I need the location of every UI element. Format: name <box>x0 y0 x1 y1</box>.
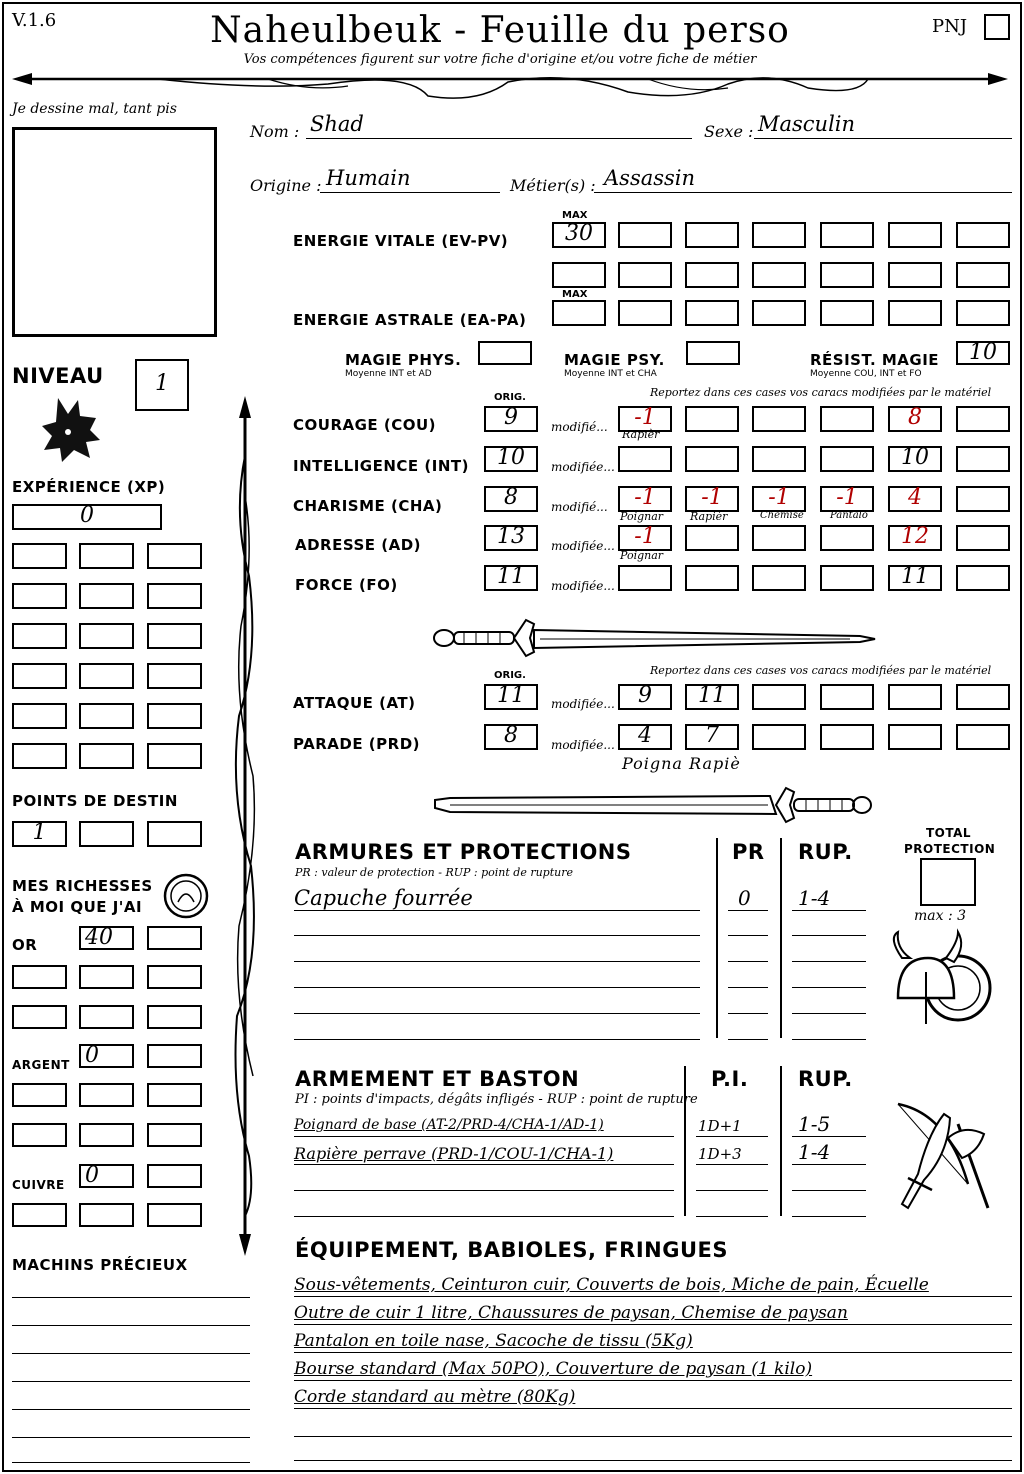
armor-pr-line[interactable] <box>728 911 768 936</box>
weapons-title: ARMEMENT ET BASTON <box>295 1067 580 1091</box>
xp-box[interactable] <box>12 743 67 769</box>
stat-label: INTELLIGENCE (INT) <box>293 457 469 475</box>
equipment-item: Corde standard au mètre (80Kg) <box>294 1387 576 1407</box>
combat-label: PARADE (PRD) <box>293 735 421 753</box>
origine-label: Origine : <box>250 176 322 195</box>
combat-mod-box[interactable] <box>888 684 942 710</box>
combat-mod-label: modifiée... <box>551 697 615 711</box>
armor-pr-line[interactable] <box>728 963 768 988</box>
equipment-line[interactable] <box>294 1302 1012 1325</box>
stat-mod-box[interactable] <box>888 446 942 472</box>
xp-box[interactable] <box>79 703 134 729</box>
stat-mod-box[interactable] <box>888 486 942 512</box>
weapons-col-divider <box>684 1066 686 1216</box>
combat-mod-box[interactable] <box>685 724 739 750</box>
richesses-label-2: À MOI QUE J'AI <box>12 898 143 916</box>
stat-mod-box[interactable] <box>820 406 874 432</box>
xp-value: 0 <box>80 503 94 528</box>
armor-pr: 0 <box>738 886 751 910</box>
argent-box[interactable] <box>147 1123 202 1147</box>
stat-mod-box[interactable] <box>685 406 739 432</box>
ev-box[interactable] <box>618 262 672 288</box>
weapon-pi: 1D+3 <box>698 1145 742 1163</box>
machins-line[interactable] <box>12 1364 250 1382</box>
equipment-line[interactable] <box>294 1386 1012 1409</box>
combat-mod-box[interactable] <box>820 684 874 710</box>
combat-mod-box[interactable] <box>820 724 874 750</box>
weapons-pi-label: P.I. <box>711 1067 749 1091</box>
resist-magie-note: Moyenne COU, INT et FO <box>810 369 922 379</box>
stat-mod-box[interactable] <box>752 406 806 432</box>
armor-name: Capuche fourrée <box>294 886 473 910</box>
stat-mod-box[interactable] <box>752 446 806 472</box>
weapon-rup-line[interactable] <box>792 1114 866 1137</box>
stat-mod-note: Rapièr <box>690 510 728 523</box>
destin-box[interactable] <box>79 821 134 847</box>
max-protection-note: max : 3 <box>914 908 967 924</box>
version-label: V.1.6 <box>12 10 57 31</box>
combat-mod-box[interactable] <box>752 724 806 750</box>
pnj-checkbox[interactable] <box>984 14 1010 40</box>
xp-label: EXPÉRIENCE (XP) <box>12 478 166 496</box>
stat-label: ADRESSE (AD) <box>295 536 422 554</box>
ev-box[interactable] <box>956 222 1010 248</box>
weapon-rup-line[interactable] <box>792 1142 866 1165</box>
sword-illustration <box>430 610 880 660</box>
argent-value: 0 <box>85 1043 99 1068</box>
weapon-pi: 1D+1 <box>698 1117 742 1135</box>
stat-mod-note: Chemise <box>760 510 804 521</box>
cuivre-box[interactable] <box>12 1203 67 1227</box>
or-box[interactable] <box>147 926 202 950</box>
stat-mod-box[interactable] <box>956 525 1010 551</box>
magie-phys-label: MAGIE PHYS. <box>345 351 462 369</box>
xp-box[interactable] <box>12 583 67 609</box>
combat-orig-value: 11 <box>497 683 525 708</box>
magie-phys-box[interactable] <box>478 341 532 365</box>
weapon-name: Rapière perrave (PRD-1/COU-1/CHA-1) <box>294 1144 614 1163</box>
stat-mod-label: modifiée... <box>551 460 615 474</box>
equipment-line[interactable] <box>294 1442 1012 1461</box>
combat-mod-box[interactable] <box>618 684 672 710</box>
argent-box[interactable] <box>12 1083 67 1107</box>
stat-label: FORCE (FO) <box>295 576 398 594</box>
machins-line[interactable] <box>12 1420 250 1438</box>
or-box[interactable] <box>12 1005 67 1029</box>
stat-label: CHARISME (CHA) <box>293 497 443 515</box>
stat-mod-box[interactable] <box>752 565 806 591</box>
armor-rup-label: RUP. <box>798 840 853 864</box>
destin-box[interactable] <box>147 821 202 847</box>
weapons-icon <box>888 1094 1006 1218</box>
ev-box[interactable] <box>685 262 739 288</box>
metier-value: Assassin <box>604 166 696 190</box>
stat-mod-box[interactable] <box>956 446 1010 472</box>
ev-box[interactable] <box>618 222 672 248</box>
stat-mod-box[interactable] <box>820 486 874 512</box>
caracs-note: Reportez dans ces cases vos caracs modifiées par le matériel <box>650 664 992 677</box>
xp-box[interactable] <box>79 663 134 689</box>
total-protection-label-2: PROTECTION <box>904 842 996 856</box>
xp-box[interactable] <box>12 663 67 689</box>
sword-illustration <box>430 780 880 830</box>
portrait-box[interactable] <box>12 127 217 337</box>
stat-mod-note: Poignar <box>620 549 664 562</box>
combat-mod-box[interactable] <box>752 684 806 710</box>
argent-box[interactable] <box>147 1044 202 1068</box>
equipment-item: Bourse standard (Max 50PO), Couverture de paysan (1 kilo) <box>294 1359 813 1379</box>
armor-rup-line[interactable] <box>792 937 866 962</box>
portrait-caption: Je dessine mal, tant pis <box>12 101 177 117</box>
ea-max-box[interactable] <box>552 300 606 326</box>
stat-mod-value: 11 <box>901 564 929 589</box>
xp-box[interactable] <box>147 743 202 769</box>
stat-mod-value: 4 <box>908 485 922 510</box>
argent-box[interactable] <box>79 1123 134 1147</box>
argent-box[interactable] <box>12 1123 67 1147</box>
stat-mod-box[interactable] <box>618 446 672 472</box>
xp-box[interactable] <box>12 504 162 530</box>
stat-orig-box[interactable] <box>484 525 538 551</box>
combat-mod-box[interactable] <box>888 724 942 750</box>
xp-box[interactable] <box>12 623 67 649</box>
armor-rup-line[interactable] <box>792 963 866 988</box>
armor-pr-line[interactable] <box>728 989 768 1014</box>
stat-mod-note: Pantalo <box>830 510 868 521</box>
weapon-pi-line[interactable] <box>696 1114 768 1137</box>
stat-mod-label: modifiée... <box>551 539 615 553</box>
orig-label: ORIG. <box>494 670 526 681</box>
machins-line[interactable] <box>12 1336 250 1354</box>
cuivre-label: CUIVRE <box>12 1178 65 1192</box>
stat-mod-box[interactable] <box>888 525 942 551</box>
stat-mod-box[interactable] <box>618 486 672 512</box>
stat-mod-value: -1 <box>634 524 656 549</box>
stat-orig-value: 11 <box>497 564 525 589</box>
ev-box[interactable] <box>820 262 874 288</box>
combat-mod-value: 9 <box>638 683 652 708</box>
ea-box[interactable] <box>685 300 739 326</box>
xp-box[interactable] <box>147 583 202 609</box>
ev-box[interactable] <box>752 222 806 248</box>
ea-box[interactable] <box>956 300 1010 326</box>
coin-icon <box>162 872 210 920</box>
stat-mod-box[interactable] <box>956 486 1010 512</box>
ea-max-label: MAX <box>562 289 588 300</box>
weapon-name-line[interactable] <box>294 1114 674 1137</box>
ea-box[interactable] <box>752 300 806 326</box>
stat-mod-note: Rapièr <box>622 428 660 441</box>
stat-orig-box[interactable] <box>484 486 538 512</box>
ea-box[interactable] <box>888 300 942 326</box>
armor-title: ARMURES ET PROTECTIONS <box>295 840 632 864</box>
ev-box[interactable] <box>752 262 806 288</box>
combat-mod-value: 7 <box>705 723 719 748</box>
weapon-rup-line[interactable] <box>792 1168 866 1191</box>
or-box[interactable] <box>147 965 202 989</box>
stat-mod-box[interactable] <box>618 525 672 551</box>
total-protection-box[interactable] <box>920 858 976 906</box>
stat-mod-value: 12 <box>901 524 929 549</box>
machins-line[interactable] <box>12 1280 250 1298</box>
metier-label: Métier(s) : <box>510 176 596 195</box>
armor-rup-line[interactable] <box>792 911 866 936</box>
resist-magie-value: 10 <box>969 340 997 365</box>
stat-mod-label: modifiée... <box>551 579 615 593</box>
pnj-label: PNJ <box>932 16 968 37</box>
argent-label: ARGENT <box>12 1058 70 1072</box>
stat-mod-box[interactable] <box>820 446 874 472</box>
argent-box[interactable] <box>147 1083 202 1107</box>
stat-mod-value: -1 <box>634 485 656 510</box>
nom-value: Shad <box>310 112 364 136</box>
xp-box[interactable] <box>147 623 202 649</box>
cuivre-box[interactable] <box>79 1164 134 1188</box>
stat-mod-box[interactable] <box>888 565 942 591</box>
ea-box[interactable] <box>618 300 672 326</box>
weapon-name-line[interactable] <box>294 1194 674 1217</box>
stat-mod-box[interactable] <box>685 486 739 512</box>
magie-phys-note: Moyenne INT et AD <box>345 369 432 379</box>
armor-name-line[interactable] <box>294 937 700 962</box>
stat-mod-value: 8 <box>908 405 922 430</box>
machins-label: MACHINS PRÉCIEUX <box>12 1256 188 1274</box>
stat-orig-value: 9 <box>504 405 518 430</box>
equipment-item: Sous-vêtements, Ceinturon cuir, Couverts de bois, Miche de pain, Écuelle <box>294 1275 929 1295</box>
stat-mod-box[interactable] <box>685 525 739 551</box>
destin-box[interactable] <box>12 821 67 847</box>
equipment-title: ÉQUIPEMENT, BABIOLES, FRINGUES <box>295 1238 728 1262</box>
equipment-item: Pantalon en toile nase, Sacoche de tissu (5Kg) <box>294 1331 693 1351</box>
combat-orig-value: 8 <box>504 723 518 748</box>
helmet-shield-icon <box>888 928 998 1038</box>
total-protection-label: TOTAL <box>926 826 972 840</box>
combat-mod-value: 4 <box>638 723 652 748</box>
weapons-note: PI : points d'impacts, dégâts infligés - RUP : point de rupture <box>295 1092 698 1107</box>
combat-orig-box[interactable] <box>484 724 538 750</box>
or-box[interactable] <box>12 965 67 989</box>
stat-mod-box[interactable] <box>685 565 739 591</box>
armor-name-line[interactable] <box>294 1015 700 1040</box>
armor-col-divider <box>780 838 782 1038</box>
combat-mod-notes: Poigna Rapiè <box>622 754 741 773</box>
stat-mod-box[interactable] <box>752 525 806 551</box>
or-box[interactable] <box>79 926 134 950</box>
armor-note: PR : valeur de protection - RUP : point de rupture <box>295 866 573 879</box>
stat-orig-box[interactable] <box>484 406 538 432</box>
magie-psy-note: Moyenne INT et CHA <box>564 369 657 379</box>
equipment-line[interactable] <box>294 1274 1012 1297</box>
stat-label: COURAGE (COU) <box>293 416 437 434</box>
sexe-value: Masculin <box>758 112 856 136</box>
ev-box[interactable] <box>888 222 942 248</box>
metier-field[interactable] <box>594 166 1012 193</box>
stat-orig-box[interactable] <box>484 565 538 591</box>
stat-mod-label: modifié... <box>551 420 608 434</box>
argent-box[interactable] <box>79 1083 134 1107</box>
xp-box[interactable] <box>79 543 134 569</box>
richesses-label: MES RICHESSES <box>12 877 153 895</box>
armor-rup: 1-4 <box>798 886 831 910</box>
weapons-col-divider <box>780 1066 782 1216</box>
stat-orig-value: 8 <box>504 485 518 510</box>
origine-value: Humain <box>326 166 411 190</box>
armor-name-line[interactable] <box>294 884 700 911</box>
weapons-rup-label: RUP. <box>798 1067 853 1091</box>
armor-pr-line[interactable] <box>728 884 768 911</box>
cuivre-box[interactable] <box>147 1164 202 1188</box>
xp-box[interactable] <box>79 743 134 769</box>
orig-label: ORIG. <box>494 392 526 403</box>
weapon-pi-line[interactable] <box>696 1142 768 1165</box>
niveau-value: 1 <box>155 371 169 396</box>
armor-pr-line[interactable] <box>728 1015 768 1040</box>
combat-label: ATTAQUE (AT) <box>293 694 416 712</box>
stat-mod-value: -1 <box>701 485 723 510</box>
ev-box[interactable] <box>888 262 942 288</box>
magie-psy-label: MAGIE PSY. <box>564 351 665 369</box>
ea-label: ENERGIE ASTRALE (EA-PA) <box>293 311 527 329</box>
ea-box[interactable] <box>820 300 874 326</box>
or-label: OR <box>12 936 38 954</box>
armor-name-line[interactable] <box>294 989 700 1014</box>
armor-name-line[interactable] <box>294 963 700 988</box>
stat-orig-value: 10 <box>497 445 525 470</box>
combat-mod-box[interactable] <box>956 684 1010 710</box>
weapon-pi-line[interactable] <box>696 1168 768 1191</box>
equipment-line[interactable] <box>294 1414 1012 1437</box>
weapon-pi-line[interactable] <box>696 1194 768 1217</box>
ev-box[interactable] <box>956 262 1010 288</box>
combat-orig-box[interactable] <box>484 684 538 710</box>
or-box[interactable] <box>79 1005 134 1029</box>
weapon-rup-line[interactable] <box>792 1194 866 1217</box>
cuivre-box[interactable] <box>147 1203 202 1227</box>
combat-mod-label: modifiée... <box>551 738 615 752</box>
stat-mod-label: modifié... <box>551 500 608 514</box>
ev-max-box[interactable] <box>552 222 606 248</box>
xp-box[interactable] <box>147 703 202 729</box>
stat-mod-box[interactable] <box>956 565 1010 591</box>
cuivre-box[interactable] <box>79 1203 134 1227</box>
sexe-field[interactable] <box>754 112 1012 139</box>
stat-mod-value: -1 <box>768 485 790 510</box>
armor-rup-line[interactable] <box>792 989 866 1014</box>
destin-label: POINTS DE DESTIN <box>12 792 178 810</box>
stat-mod-box[interactable] <box>685 446 739 472</box>
combat-mod-box[interactable] <box>685 684 739 710</box>
ev-box[interactable] <box>552 262 606 288</box>
stat-mod-value: 10 <box>901 445 929 470</box>
or-value: 40 <box>85 925 113 950</box>
weapon-name-line[interactable] <box>294 1168 674 1191</box>
ev-max-value: 30 <box>565 221 593 246</box>
destin-value: 1 <box>32 820 47 845</box>
stat-mod-note: Poignar <box>620 510 664 523</box>
sexe-label: Sexe : <box>704 122 754 141</box>
combat-mod-value: 11 <box>698 683 726 708</box>
ev-label: ENERGIE VITALE (EV-PV) <box>293 232 509 250</box>
combat-mod-box[interactable] <box>956 724 1010 750</box>
xp-box[interactable] <box>12 703 67 729</box>
dragon-icon <box>38 392 106 464</box>
machins-line[interactable] <box>12 1308 250 1326</box>
weapon-name: Poignard de base (AT-2/PRD-4/CHA-1/AD-1) <box>294 1117 604 1133</box>
xp-box[interactable] <box>79 583 134 609</box>
xp-box[interactable] <box>147 663 202 689</box>
armor-name-line[interactable] <box>294 911 700 936</box>
origine-field[interactable] <box>320 166 500 193</box>
nom-label: Nom : <box>250 122 300 141</box>
resist-magie-label: RÉSIST. MAGIE <box>810 351 940 369</box>
equipment-item: Outre de cuir 1 litre, Chaussures de paysan, Chemise de paysan <box>294 1303 848 1323</box>
stat-mod-box[interactable] <box>618 565 672 591</box>
niveau-box[interactable] <box>135 359 189 411</box>
spear-divider-vertical <box>225 396 265 1256</box>
stat-mod-box[interactable] <box>820 525 874 551</box>
or-box[interactable] <box>147 1005 202 1029</box>
page-title: Naheulbeuk - Feuille du perso <box>210 10 790 51</box>
weapon-rup: 1-4 <box>798 1140 831 1164</box>
armor-col-divider <box>716 838 718 1038</box>
page-subtitle: Vos compétences figurent sur votre fiche d'origine et/ou votre fiche de métier <box>243 52 757 67</box>
xp-box[interactable] <box>79 623 134 649</box>
ev-max-label: MAX <box>562 210 588 221</box>
magie-psy-box[interactable] <box>686 341 740 365</box>
caracs-note: Reportez dans ces cases vos caracs modifiées par le matériel <box>650 386 992 399</box>
stat-mod-box[interactable] <box>956 406 1010 432</box>
ev-box[interactable] <box>685 222 739 248</box>
machins-line[interactable] <box>12 1448 250 1463</box>
resist-magie-box[interactable] <box>956 341 1010 365</box>
or-box[interactable] <box>79 965 134 989</box>
armor-pr-line[interactable] <box>728 937 768 962</box>
stat-mod-value: -1 <box>634 405 656 430</box>
argent-box[interactable] <box>79 1044 134 1068</box>
stat-mod-box[interactable] <box>752 486 806 512</box>
stat-mod-box[interactable] <box>820 565 874 591</box>
combat-mod-box[interactable] <box>618 724 672 750</box>
ev-box[interactable] <box>820 222 874 248</box>
stat-orig-value: 13 <box>497 524 525 549</box>
cuivre-value: 0 <box>85 1163 99 1188</box>
machins-line[interactable] <box>12 1392 250 1410</box>
xp-box[interactable] <box>12 543 67 569</box>
stat-mod-value: -1 <box>836 485 858 510</box>
armor-pr-label: PR <box>732 840 765 864</box>
equipment-line[interactable] <box>294 1330 1012 1353</box>
nom-field[interactable] <box>306 112 692 139</box>
weapon-rup: 1-5 <box>798 1112 831 1136</box>
niveau-label: NIVEAU <box>12 364 104 388</box>
armor-rup-line[interactable] <box>792 884 866 911</box>
weapon-name-line[interactable] <box>294 1142 674 1165</box>
xp-box[interactable] <box>147 543 202 569</box>
stat-mod-box[interactable] <box>888 406 942 432</box>
equipment-line[interactable] <box>294 1358 1012 1381</box>
armor-rup-line[interactable] <box>792 1015 866 1040</box>
stat-orig-box[interactable] <box>484 446 538 472</box>
